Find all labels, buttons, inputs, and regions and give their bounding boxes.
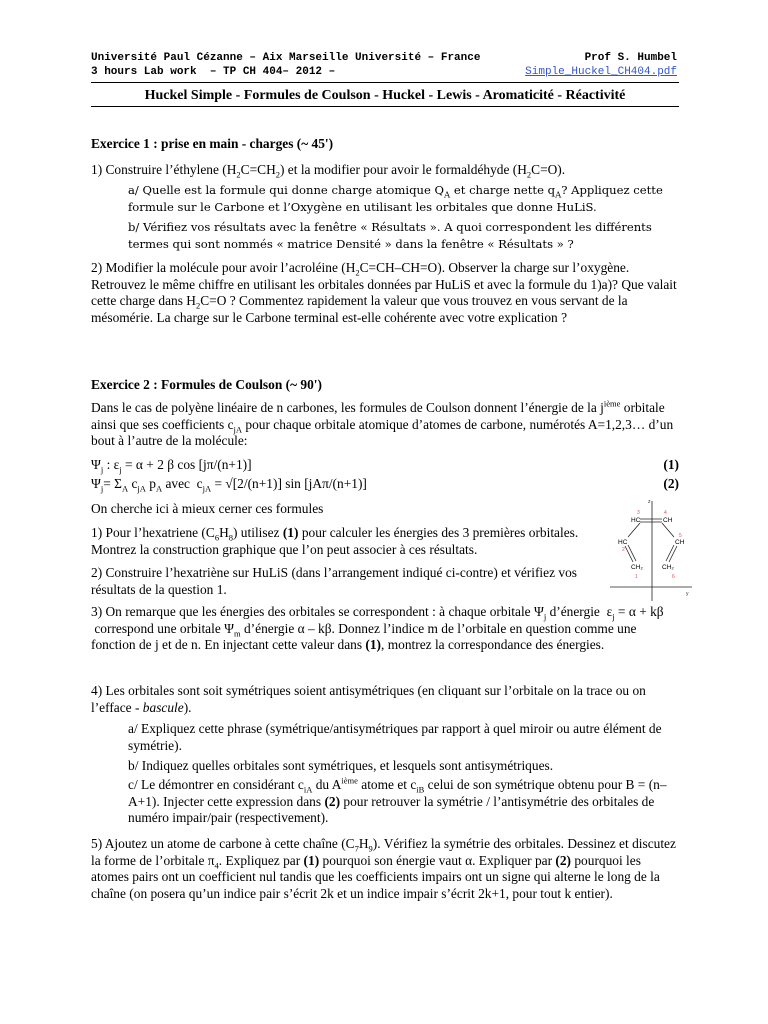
ex1-q1: 1) Construire l’éthylene $(H_2C=CH_2)$ et la modifier pour avoir le formaldéhyde $(H_2C=O)$. <box>91 162 566 180</box>
atom-label: HC <box>618 539 628 546</box>
atom-number: 2 <box>622 547 625 553</box>
ex2-aim: On cherche ici à mieux cerner ces formules <box>91 501 324 516</box>
ex2-q4c: c/ Le démontrer en considérant $c_{iA}$ du $A^{ième}$ atome et $c_{iB}$ celui de son symétrique obtenu pour B = (n–A+1). Injecter cette expression dans (2) pour retrouver la symétrie / l’antisymétrie des orbitales de numéro impair/pair (respectivement). <box>128 775 667 825</box>
ex2-q4: 4) Les orbitales sont soit symétriques soient antisymétriques (en cliquant sur l’orbitale on la trace ou on l’efface - bascule). <box>91 683 646 715</box>
ex2-q5: 5) Ajoutez un atome de carbone à cette chaîne $(C_7H_9)$. Vérifiez la symétrie des orbitales. Dessinez et discutez la forme de l’orbitale $\pi_4$. Expliquez par (1) pourquoi son énergie vaut α. Expliquer par (2) pourquoi les atomes pairs ont un coefficient nul tandis que les coefficients impairs ont un signe qui alterne le long de la chaîne (on posera qu’un indice pair s’écrit 2k et un indice impair s’écrit 2k+1, pour tout k entier). <box>91 836 676 901</box>
bond-5-6 <box>666 545 674 561</box>
ex2-equation-1: $\Psi_j$ : $\varepsilon_j = \alpha + 2$ β cos [jπ/(n+1)] (1) <box>91 457 679 475</box>
ex2-q1: 1) Pour l’hexatriene $(C_6H_8)$ utilisez (1) pour calculer les énergies des 3 premières orbitales. Montrez la construction graphique que l’on peut associer à ces résultats. <box>91 525 579 557</box>
header-rule-top <box>91 82 679 83</box>
axis-label-y: y <box>686 591 689 597</box>
hexatriene-figure <box>610 497 695 602</box>
atom-number: 6 <box>672 574 675 580</box>
header-course: 3 hours Lab work – TP CH 404– 2012 – <box>91 66 336 78</box>
ex2-q3: 3) On remarque que les énergies des orbitales se correspondent : à chaque orbitale $\Psi_j$ d’énergie $\varepsilon_j = \alpha + k\beta$ correspond une orbitale $\Psi_m$ d’énergie α – kβ. Donnez l’indice m de l’orbitale en question comme une fonction de j et de n. En injectant cette valeur dans (1), montrez la correspondance des énergies. <box>91 604 664 652</box>
bond-2-1-double <box>625 546 633 562</box>
bond-2-1 <box>628 545 636 561</box>
atom-label: CH <box>675 539 685 546</box>
ex2-intro: Dans le cas de polyène linéaire de n carbones, les formules de Coulson donnent l’énergie de la $j^{ième}$ orbitale ainsi que ses coefficients $c_{jA}$ pour chaque orbitale atomique d’atomes de carbone, numérotés A=1,2,3… d’un bout à l’autre de la molécule: <box>91 398 674 448</box>
header-pdf-link[interactable]: Simple_Huckel_CH404.pdf <box>525 66 677 78</box>
atom-label: HC <box>631 517 641 524</box>
axis-label-z: z <box>648 499 651 505</box>
ex2-q2: 2) Construire l’hexatriène sur HuLiS (dans l’arrangement indiqué ci-contre) et vérifiez vos résultats de la question 1. <box>91 565 577 597</box>
ex2-q4b: b/ Indiquez quelles orbitales sont symétriques, et lesquels sont antisymétriques. <box>128 758 554 773</box>
atom-label: CH <box>663 517 673 524</box>
ex2-heading: Exercice 2 : Formules de Coulson (~ 90') <box>91 377 322 392</box>
ex1-q1a: a/ Quelle est la formule qui donne charge atomique $Q_A$ et charge nette $q_A$? Appliquez cette formule sur le Carbone et l’Oxygène en utilisant les orbitales que donne HuLiS. <box>128 183 663 214</box>
bond-5-6-double <box>669 546 677 562</box>
atom-number: 1 <box>635 574 638 580</box>
atom-label: CH₂ <box>631 564 643 571</box>
ex1-heading: Exercice 1 : prise en main - charges (~ 45') <box>91 136 334 151</box>
header-institution: Université Paul Cézanne – Aix Marseille Université – France <box>91 52 481 64</box>
atom-number: 3 <box>637 510 640 516</box>
header-rule-bottom <box>91 106 679 107</box>
atom-label: CH₂ <box>662 564 674 571</box>
ex2-equation-2: $\Psi_j= \Sigma_A$ $c_{jA}$ $p_A$ avec $c_{jA} = √[2/(n+1)]$ sin [jAπ/(n+1)] (2) <box>91 476 679 494</box>
page-header <box>91 51 677 79</box>
page-title: Huckel Simple - Formules de Coulson - Huckel - Lewis - Aromaticité - Réactivité <box>144 88 626 103</box>
ex1-q2: 2) Modifier la molécule pour avoir l’acroléine $(H_2C=CH-CH=O)$. Observer la charge sur l’oxygène. Retrouvez le même chiffre en utilisant les orbitales données par HuLiS et avec la formule du 1)a)? Que valait cette charge dans $H_2C=O$ ? Commentez rapidement la valeur que vous trouvez en vous servant de la mésomérie. La charge sur le Carbone terminal est-elle cohérente avec votre explication ? <box>91 260 677 325</box>
atom-number: 4 <box>664 510 667 516</box>
header-author: Prof S. Humbel <box>584 52 677 64</box>
bond-4-5 <box>662 523 674 537</box>
ex2-q4a: a/ Expliquez cette phrase (symétrique/antisymétriques par rapport à quel miroir ou autre élément de symétrie). <box>128 721 662 753</box>
atom-number: 5 <box>679 533 682 539</box>
ex1-q1b: b/ Vérifiez vos résultats avec la fenêtre « Résultats ». A quoi correspondent les différents termes qui sont nommés « matrice Densité » dans la fenêtre « Résultats » ? <box>128 220 652 251</box>
bond-3-2 <box>628 523 640 537</box>
